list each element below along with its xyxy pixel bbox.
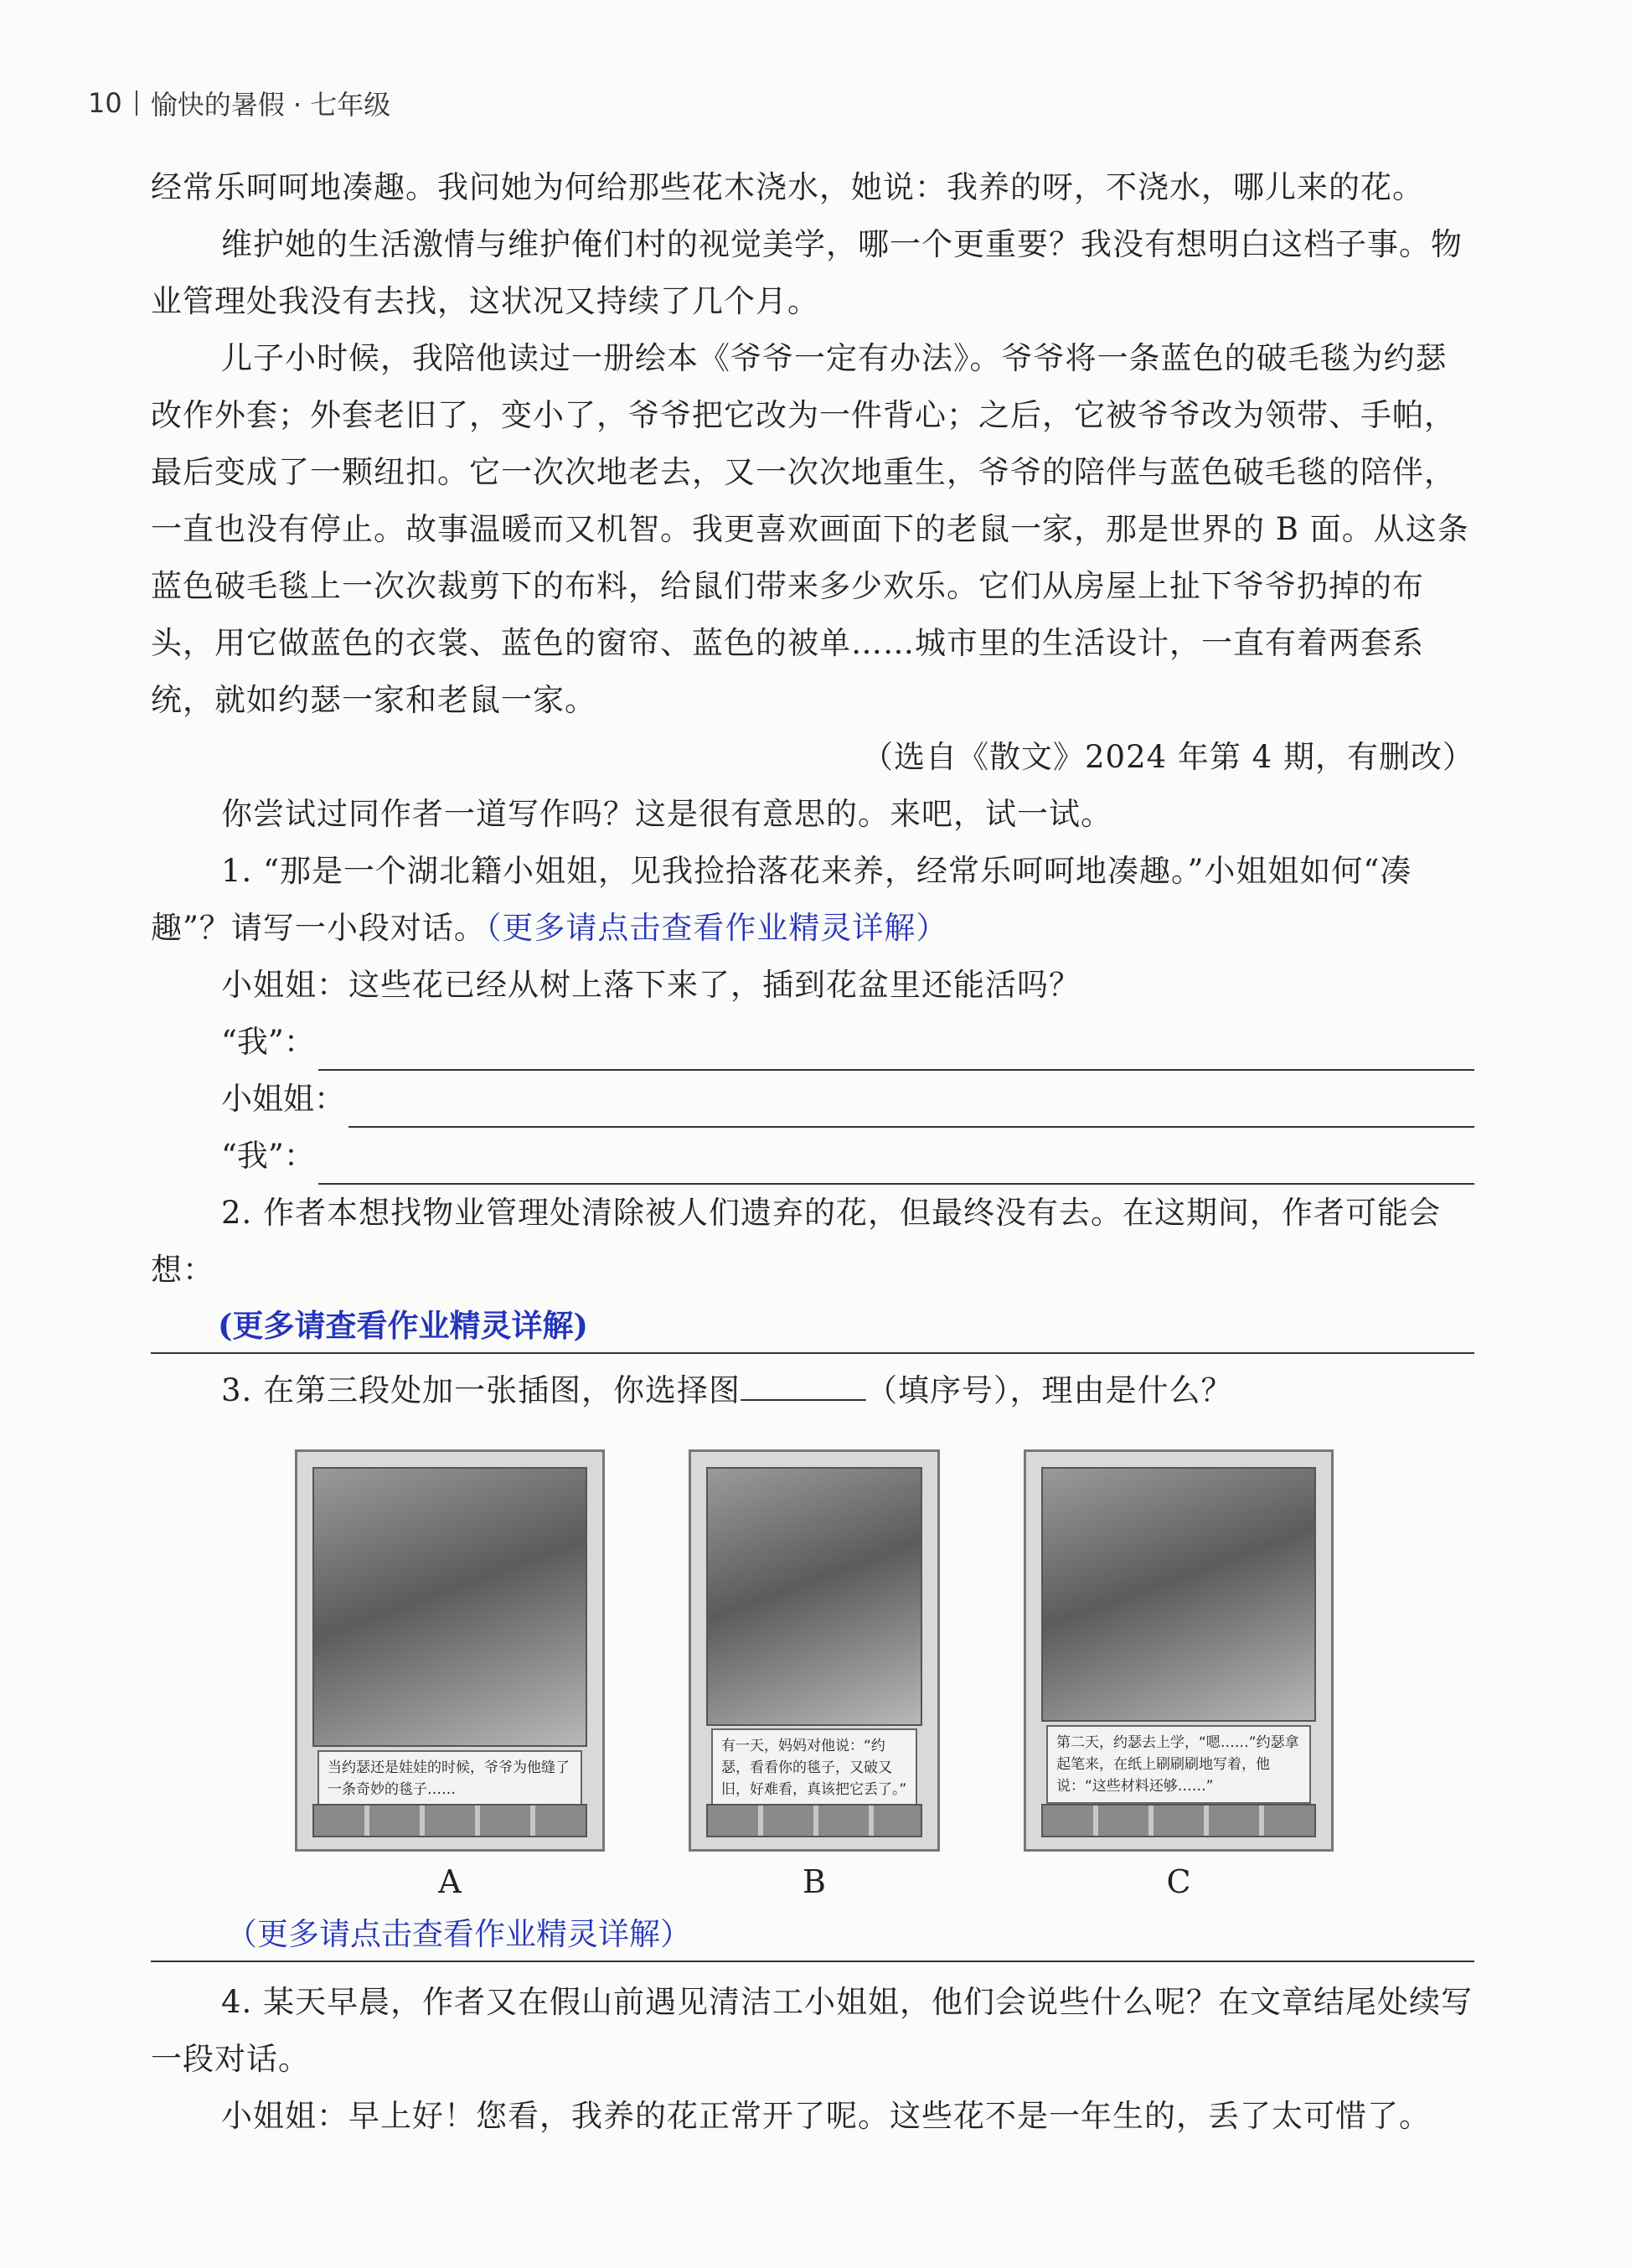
illustration-caption: 有一天，妈妈对他说：“约瑟，看看你的毯子，又破又旧，好难看，真该把它丢了。” [711,1728,917,1807]
question-3-text-before: 3. 在第三段处加一张插图，你选择图 [221,1372,741,1408]
page-header [88,84,390,122]
figure-label: C [1166,1863,1191,1900]
page-content [151,159,1474,2145]
dialogue-blank-row [151,1128,1474,1185]
question-1-prompt: 小姐姐：这些花已经从树上落下来了，插到花盆里还能活吗？ [221,967,1081,1003]
figure-label: B [803,1863,826,1900]
question-2: 2. 作者本想找物业管理处清除被人们遗弃的花，但最终没有去。在这期间，作者可能会想： [151,1195,1442,1288]
dialogue-blank-row [151,1071,1474,1128]
illustration-caption: 当约瑟还是娃娃的时候，爷爷为他缝了一条奇妙的毯子…… [317,1750,582,1807]
passage-paragraph: 儿子小时候，我陪他读过一册绘本《爷爷一定有办法》。爷爷将一条蓝色的破毛毯为约瑟改作外套；外套老旧了，变小了，爷爷把它改为一件背心；之后，它被爷爷改为领带、手帕，最后变成了一颗纽扣。它一次次地老去，又一次次地重生，爷爷的陪伴与蓝色破毛毯的陪伴，一直也没有停止。故事温暖而又机智。我更喜欢画面下的老鼠一家，那是世界的 B 面。从这条蓝色破毛毯上一次次裁剪下的布料，给鼠们带来多少欢乐。它们从房屋上扯下爷爷扔掉的布头，用它做蓝色的衣裳、蓝色的窗帘、蓝色的被单……城市里的生活设计，一直有着两套系统，就如约瑟一家和老鼠一家。 [151,340,1469,718]
figure-label: A [438,1863,462,1900]
answer-link[interactable]: (更多请查看作业精灵详解) [218,1307,589,1344]
illustration-art [1041,1467,1316,1722]
question-1-text: 1. “那是一个湖北籍小姐姐，见我捡拾落花来养，经常乐呵呵地凑趣。”小姐姐如何“凑趣”？请写一小段对话。 [151,853,1412,946]
figure-option-c[interactable] [1024,1449,1334,1900]
book-title: 愉快的暑假 · 七年级 [150,89,391,121]
passage-paragraph: 维护她的生活激情与维护俺们村的视觉美学，哪一个更重要？我没有想明白这档子事。物业管理处我没有去找，这状况又持续了几个月。 [151,226,1463,319]
illustration-c [1024,1449,1334,1852]
answer-link[interactable]: （更多请点击查看作业精灵详解） [485,910,948,946]
illustration-border-strip [706,1804,922,1837]
figure-choice-blank[interactable] [741,1371,866,1401]
answer-blank[interactable] [318,1149,1474,1185]
question-4-prompt: 小姐姐：早上好！您看，我养的花正常开了呢。这些花不是一年生的，丢了太可惜了。 [221,2098,1431,2134]
question-3-text-after: （填序号），理由是什么？ [866,1372,1233,1408]
illustration-a [295,1449,605,1852]
exercise-intro: 你尝试过同作者一道写作吗？这是很有意思的。来吧，试一试。 [221,796,1112,832]
question-2-answer-line [151,1299,1474,1354]
illustration-border-strip [1041,1804,1316,1837]
question-3-answer-line [151,1909,1474,1962]
passage-paragraph: 经常乐呵呵地凑趣。我问她为何给那些花木浇水，她说：我养的呀，不浇水，哪儿来的花。 [151,169,1424,205]
illustration-caption: 第二天，约瑟去上学，“嗯……”约瑟拿起笔来，在纸上刷刷刷地写着，他说：“这些材料还够……” [1046,1725,1311,1804]
dialogue-blank-row [151,1014,1474,1071]
illustration-border-strip [312,1804,587,1837]
question-4: 4. 某天早晨，作者又在假山前遇见清洁工小姐姐，他们会说些什么呢？在文章结尾处续写一段对话。 [151,1984,1474,2077]
source-citation: （选自《散文》2024 年第 4 期，有删改） [862,739,1474,775]
figure-option-b[interactable] [689,1449,940,1900]
speaker-label: 小姐姐： [221,1081,345,1117]
answer-blank[interactable] [348,1093,1474,1128]
illustration-art [312,1467,587,1747]
illustration-b [689,1449,940,1852]
speaker-label: “我”： [221,1138,315,1174]
illustration-art [706,1467,922,1726]
figure-option-a[interactable] [295,1449,605,1900]
answer-link[interactable]: （更多请点击查看作业精灵详解） [226,1916,691,1952]
answer-blank[interactable] [318,1036,1474,1071]
page-number: 10 [88,87,122,119]
question-1 [151,843,1474,957]
header-divider [136,90,137,116]
question-3 [151,1362,1474,1419]
speaker-label: “我”： [221,1024,315,1060]
figure-options [295,1449,1334,1900]
